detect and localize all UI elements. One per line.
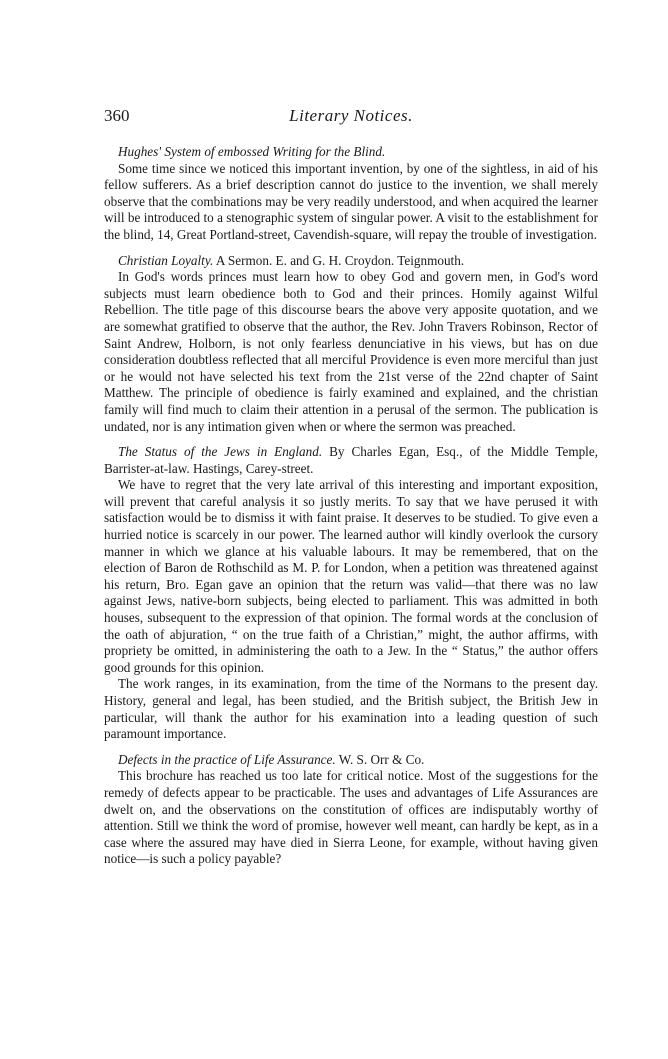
running-head	[104, 106, 598, 132]
notice-body	[104, 477, 598, 743]
notice-title-rest: A Sermon. E. and G. H. Croydon. Teignmouth.	[213, 252, 465, 268]
notice-paragraph: The work ranges, in its examination, from the time of the Normans to the present day. History, general and legal, has been studied, and the British subject, the British Jew in particular, will thank the author for his examination into a leading question of such paramount importance.	[104, 676, 598, 742]
book-page	[104, 106, 598, 877]
notice-status-of-jews	[104, 444, 598, 743]
page-number: 360	[104, 106, 130, 125]
notice-paragraph: In God's words princes must learn how to obey God and govern men, in God's word subjects must learn obedience both to God and their princes. Homily against Wilful Rebellion. The title page of this discourse bears the above very apposite quotation, and we are somewhat gratified to observe that the author, the Rev. John Travers Robinson, Rector of Saint Andrew, Holborn, is not only fearless denunciative in his views, but has on due consideration doubtless reflected that all merciful Providence is even more merciful than just or he would not have selected his text from the 21st verse of the 22nd chapter of Saint Matthew. The principle of obedience is fairly examined and explained, and the christian family will find much to claim their attention in a perusal of the sermon. The publication is undated, nor is any intimation given when or where the sermon was preached.	[104, 269, 598, 434]
notice-paragraph: This brochure has reached us too late for critical notice. Most of the suggestions for the remedy of defects appear to be practicable. The uses and advantages of Life Assurances are dwelt on, and the observations on the constitution of offices are indisputably worthy of attention. Still we think the word of promise, however well meant, can hardly be kept, as in a case where the assured may have died in Sierra Leone, for example, without having given notice—is such a policy payable?	[104, 768, 598, 867]
notice-title-rest: W. S. Orr & Co.	[335, 751, 425, 767]
notice-title-rest: By Charles Egan, Esq., of the Middle Temple, Barrister-at-law. Hastings, Carey-street.	[104, 444, 598, 476]
notice-christian-loyalty	[104, 253, 598, 436]
notice-title	[104, 444, 598, 477]
notice-life-assurance	[104, 752, 598, 868]
notice-paragraph: We have to regret that the very late arrival of this interesting and important exposition, will prevent that careful analysis it so justly merits. To say that we have perused it with satisfaction would be to dismiss it with faint praise. It deserves to be studied. To give even a hurried notice is scarcely in our power. The learned author will kindly overlook the cursory manner in which we glance at his valuable labours. It may be remembered, that on the election of Baron de Rothschild as M. P. for London, when a petition was threatened against his return, Bro. Egan gave an opinion that the return was valid—that there was no law against Jews, native-born subjects, being elected to parliament. This was admitted in both houses, subsequent to the expression of that opinion. The formal words at the conclusion of the oath of abjuration, “ on the true faith of a Christian,” might, the author affirms, with propriety be omitted, in administering the oath to a Jew. In the “ Status,” the author offers good grounds for this opinion.	[104, 477, 598, 675]
notice-title	[104, 752, 598, 769]
notice-title	[104, 144, 598, 161]
notice-title-italic: The Status of the Jews in England.	[118, 444, 323, 460]
notice-body	[104, 269, 598, 435]
notice-title-italic: Defects in the practice of Life Assurance.	[118, 751, 336, 767]
notice-paragraph: Some time since we noticed this important invention, by one of the sightless, in aid of his fellow sufferers. As a brief description cannot do justice to the invention, we shall merely observe that the combinations may be very readily understood, and when acquired the learner will be introduced to a stenographic system of singular power. A visit to the establishment for the blind, 14, Great Portland-street, Cavendish-square, will repay the trouble of investigation.	[104, 160, 598, 242]
notice-title-italic: Hughes' System of embossed Writing for the Blind.	[118, 144, 386, 159]
notice-body	[104, 768, 598, 868]
notice-title	[104, 253, 598, 270]
notice-body	[104, 161, 598, 244]
running-title: Literary Notices.	[289, 106, 413, 125]
notice-title-italic: Christian Loyalty.	[118, 252, 214, 268]
notice-hughes-system	[104, 144, 598, 244]
